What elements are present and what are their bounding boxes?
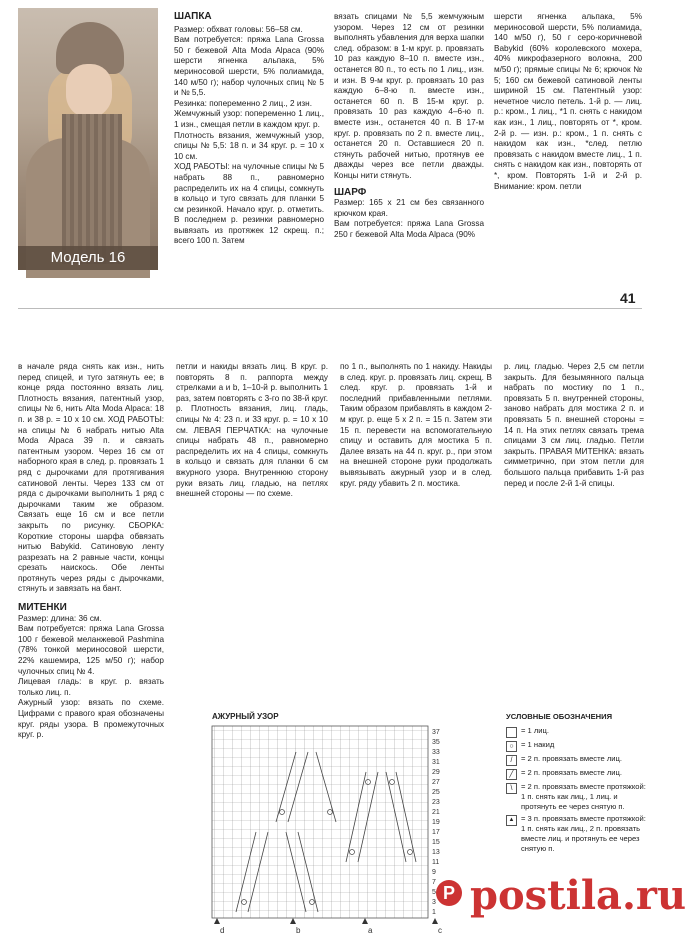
page-number: 41 xyxy=(620,290,636,306)
row-label: 27 xyxy=(432,779,440,786)
mittens-thumb-body: по 1 п., выполнять по 1 накиду. Накиды в след. круг. р. провязать лиц. скрещ. В след. круг. р. провязать 1-й и последний прибавленными петлями. Таким образом прибавлять в каждом 2-м круг. р. еще 5 х 2 п. = 15 п. Затем эти 15 п. перевести на вспомогательную спицу и оставить для мостика 5 п. Далее вязать на 44 п. круг. р., при этом на внешней стороне руки продолжать вывязывать ажурный узор и в след. круг. ряду убавить 2 п. мостика. xyxy=(340,362,492,488)
hat-title: ШАПКА xyxy=(174,11,212,22)
row-label: 17 xyxy=(432,829,440,836)
mittens-materials: Вам потребуется: пряжа Lana Grossa 100 г бежевой меланжевой Pashmina (78% тонкой мериносовой шерсти, 22% кашемира, 125 м/50 г); набор чулочных спиц № 4. xyxy=(18,624,164,676)
hat-gauge: Плотность вязания, жемчужный узор, спицы № 5,5: 18 п. и 34 круг. р. = 10 х 10 см. xyxy=(174,130,324,161)
arrow-c-icon xyxy=(432,918,438,924)
scarf-body: в начале ряда снять как изн., нить перед спицей, и туго затянуть ее; в конце ряда постоянно вязать лиц. Плотность вязания, патентный узор, спицы № 6, нить Alta Moda Alpaca: 18 п. и 38 р. = 10 х 10 см. ХОД РАБОТЫ: на спицы № 6 набрать нитью Alta Moda Alpaca 39 п. и связать патентным узором. Через 16 см от наборного края в след. р. провязать 1 ряд с дырочками для протягивания сатиновой ленты. Через 133 см от ряда с дырочками выполнить 1 ряд с дырочками таким же образом. Связать еще 16 см и все петли закрыть по рисунку. СБОРКА: Короткие стороны шарфа обвязать нитью Babykid. Сатиновую ленту разрезать на 2 равные части, концы срезать наискось. Обе ленты протянуть через ряды с дырочками, стянуть и завязать на бант. xyxy=(18,362,164,594)
legend-text: = 2 п. провязать вместе протяжкой: 1 п. снять как лиц., 1 лиц. и протянуть ее через снятую п. xyxy=(521,782,646,811)
legend-text: = 2 п. провязать вместе лиц. xyxy=(521,754,622,763)
arrow-label: d xyxy=(220,926,225,935)
watermark: postila.ru xyxy=(470,872,686,919)
row-label: 25 xyxy=(432,789,440,796)
scarf-materials: Вам потребуется: пряжа Lana Grossa 250 г бежевой Alta Moda Alpaca (90% xyxy=(334,219,484,239)
row-label: 13 xyxy=(432,849,440,856)
model-scarf xyxy=(62,114,122,264)
hat-decreases: вязать спицами № 5,5 жемчужным узором. Через 12 см от резинки выполнять убавления для верха шапки след. образом: в 1-м круг. р. провязать 10 раз каждую 8–10 п. вместе изн., останется 80 п., то есть по 1 лиц., изн. и изн. В 9-м круг. р. провязать 10 раз каждую 6–8-ю п. вместе изн., останется 60 п. В 15-м круг. р. провязать 10 раз каждую 4–6-ю п. вместе изн., останется 40 п. В 17-м круг. р. провязать по 2 п. вместе лиц., останется 20 п. Оставшиеся 20 п. стянуть рабочей нитью, протянув ее дважды через все петли дважды. Концы нити стянуть. xyxy=(334,12,484,180)
model-photo xyxy=(18,8,158,270)
scarf-continued xyxy=(494,12,642,192)
k2tog-symbol-icon: / xyxy=(506,755,517,766)
hat-continued xyxy=(334,12,484,240)
hat-section xyxy=(174,12,324,247)
scarf-instructions xyxy=(18,362,164,741)
arrow-label: a xyxy=(368,926,373,935)
hat-instructions: ХОД РАБОТЫ: на чулочные спицы № 5 набрать 88 п., равномерно распределить их на 4 спицы, сомкнуть в кольцо и туго связать для планки 5 см резинкой. Начало круг. р. отметить. В последнем р. резинки равномерно вывязать из протяжек 12 скрещ. п.; всего 100 п. Затем xyxy=(174,162,324,246)
hat-size: Размер: обхват головы: 56–58 см. xyxy=(174,24,303,34)
mittens-stockinette: Лицевая гладь: в круг. р. вязать только лиц. п. xyxy=(18,677,164,697)
row-label: 23 xyxy=(432,799,440,806)
scarf-size: Размер: 165 х 21 см без связанного крючком края. xyxy=(334,198,484,218)
mittens-instructions xyxy=(176,362,328,500)
legend-item xyxy=(506,740,646,752)
model-label: Модель 16 xyxy=(18,246,158,270)
legend-text: = 2 п. провязать вместе лиц. xyxy=(521,768,622,777)
legend-title: УСЛОВНЫЕ ОБОЗНАЧЕНИЯ xyxy=(506,712,613,721)
row-label: 11 xyxy=(432,859,440,866)
row-label: 9 xyxy=(432,869,436,876)
chart-legend xyxy=(506,712,646,856)
mittens-fingers xyxy=(504,362,644,489)
mittens-body: петли и накиды вязать лиц. В круг. р. повторять 8 п. раппорта между стрелками а и b, 1–10-й р. выполнить 1 раз, затем повторять с 3-го по 38-й круг. р. Плотность вязания, лиц. гладь, спицы № 4: 23 п. и 33 круг. р. = 10 х 10 см. ЛЕВАЯ ПЕРЧАТКА: на чулочные спицы набрать 48 п., равномерно распределить их на 4 спицы, сомкнуть в кольцо и связать для планки 6 см вжурного узора. Внутреннюю сторону руки вязать лиц. гладью, на петлях внешней стороны — по схеме. xyxy=(176,362,328,499)
row-label: 5 xyxy=(432,889,436,896)
arrow-a-icon xyxy=(362,918,368,924)
mittens-title: МИТЕНКИ xyxy=(18,602,67,614)
row-label: 19 xyxy=(432,819,440,826)
legend-item xyxy=(506,768,646,780)
legend-item xyxy=(506,726,646,738)
mittens-size: Размер: длина: 36 см. xyxy=(18,613,102,623)
hat-pearl: Жемчужный узор: попеременно 1 лиц., 1 изн., смещая петли в каждом круг. р. xyxy=(174,109,324,129)
arrow-label: c xyxy=(438,926,442,935)
row-label: 15 xyxy=(432,839,440,846)
legend-item xyxy=(506,782,646,812)
scarf-pattern: шерсти ягненка альпака, 5% мериносовой шерсти, 5% полиамида, 140 м/50 г), 50 г серо-коричневой Babykid (60% королевского мохера, 40% микрофазерного волокна, 200 м/50 г); прямые спицы № 6; крючок № 5; 160 см бежевой сатиновой ленты шириной 15 см. Патентный узор: нечетное число петель. 1-й р. — лиц. р.: кром., 1 лиц., *1 п. снять с накидом как изн., 1 лиц., повторять от *, кром. 2-й р. — изн. р.: кром., 1 п. снять с накидом как изн., *след. петлю провязать с накидом вместе лиц., 1 п. снять с накидом как изн., повторять от *, кром. Повторять 1-й и 2-й р. Внимание: кром. петли xyxy=(494,12,642,191)
row-label: 7 xyxy=(432,879,436,886)
hat-rib: Резинка: попеременно 2 лиц., 2 изн. xyxy=(174,98,312,108)
page-divider xyxy=(18,308,642,309)
legend-text: = 1 лиц. xyxy=(521,726,550,735)
mittens-lace: Ажурный узор: вязать по схеме. Цифрами с правого края обозначены круг. ряды узора. В промежуточных круг. р. xyxy=(18,698,164,740)
row-label: 1 xyxy=(432,909,436,916)
yarnover-symbol-icon: ○ xyxy=(506,741,517,752)
row-label: 29 xyxy=(432,769,440,776)
row-label: 31 xyxy=(432,759,440,766)
chart-title: АЖУРНЫЙ УЗОР xyxy=(212,712,279,721)
row-label: 21 xyxy=(432,809,440,816)
legend-item xyxy=(506,814,646,854)
row-label: 37 xyxy=(432,729,440,736)
legend-item xyxy=(506,754,646,766)
lace-chart xyxy=(196,712,460,936)
mittens-thumb xyxy=(340,362,492,489)
hat-materials: Вам потребуется: пряжа Lana Grossa 50 г бежевой Alta Moda Alpaca (90% шерсти ягненка альпака, 5% мериносовой шерсти, 5% полиамида, 140 м/50 г); набор чулочных спиц № 5 и № 5,5. xyxy=(174,35,324,98)
model-face xyxy=(66,64,112,118)
k2tog-alt-symbol-icon: ╱ xyxy=(506,769,517,780)
arrow-b-icon xyxy=(290,918,296,924)
row-label: 3 xyxy=(432,899,436,906)
ssk-symbol-icon: \ xyxy=(506,783,517,794)
knit-symbol-icon xyxy=(506,727,517,738)
arrow-label: b xyxy=(296,926,301,935)
row-label: 35 xyxy=(432,739,440,746)
row-label: 33 xyxy=(432,749,440,756)
arrow-d-icon xyxy=(214,918,220,924)
sk2p-symbol-icon: ▲ xyxy=(506,815,517,826)
postila-pin-icon: P xyxy=(436,880,462,906)
scarf-title: ШАРФ xyxy=(334,186,367,198)
legend-text: = 1 накид xyxy=(521,740,555,749)
mittens-fingers-body: р. лиц. гладью. Через 2,5 см петли закрыть. Для безымянного пальца набрать по мостику по 1 п., провязать 5 п. внутренней стороны, заново набрать для мостика 2 п. и провязать 5 п. внешней стороны = 14 п. На этих петлях связать трема спицами 3 см лиц. гладью. Петли закрыть. ПРАВАЯ МИТЕНКА: вязать симметрично, при этом петли для большого пальца прибавить 1-й раз перед и после 2-й 1-й спицы. xyxy=(504,362,644,488)
legend-text: = 3 п. провязать вместе протяжкой: 1 п. снять как лиц., 2 п. провязать вместе лиц. и протянуть ее через снятую п. xyxy=(521,814,646,853)
